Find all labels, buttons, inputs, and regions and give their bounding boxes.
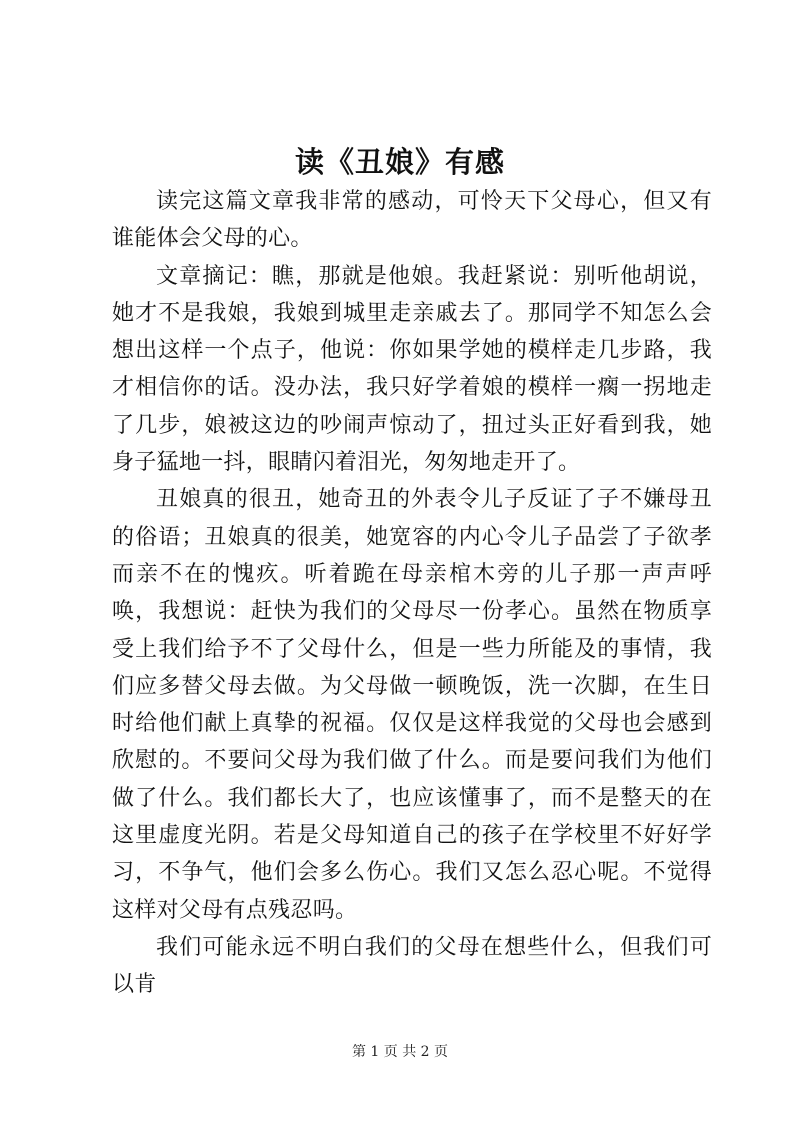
paragraph: 丑娘真的很丑，她奇丑的外表令儿子反证了子不嫌母丑的俗语；丑娘真的很美，她宽容的内心令儿子品尝了子欲孝而亲不在的愧疚。听着跪在母亲棺木旁的儿子那一声声呼唤，我想说：赶快为我们的父母尽一份孝心。虽然在物质享受上我们给予不了父母什么，但是一些力所能及的事情，我们应多替父母去做。为父母做一顿晚饭，洗一次脚，在生日时给他们献上真挚的祝福。仅仅是这样我觉的父母也会感到欣慰的。不要问父母为我们做了什么。而是要问我们为他们做了什么。我们都长大了，也应该懂事了，而不是整天的在这里虚度光阴。若是父母知道自己的孩子在学校里不好好学习，不争气，他们会多么伤心。我们又怎么忍心呢。不觉得这样对父母有点残忍吗。 [112, 487, 712, 923]
paragraph: 我们可能永远不明白我们的父母在想些什么，但我们可以肯 [112, 934, 712, 998]
page-footer: 第 1 页 共 2 页 [351, 1044, 449, 1060]
document-title: 读《丑娘》有感 [294, 145, 505, 179]
document-body [112, 183, 712, 1004]
paragraph: 读完这篇文章我非常的感动，可怜天下父母心，但又有谁能体会父母的心。 [112, 189, 712, 252]
paragraph: 文章摘记：瞧，那就是他娘。我赶紧说：别听他胡说，她才不是我娘，我娘到城里走亲戚去了。那同学不知怎么会想出这样一个点子，他说：你如果学她的模样走几步路，我才相信你的话。没办法，我只好学着娘的模样一瘸一拐地走了几步，娘被这边的吵闹声惊动了，扭过头正好看到我，她身子猛地一抖，眼睛闪着泪光，匆匆地走开了。 [112, 263, 712, 476]
